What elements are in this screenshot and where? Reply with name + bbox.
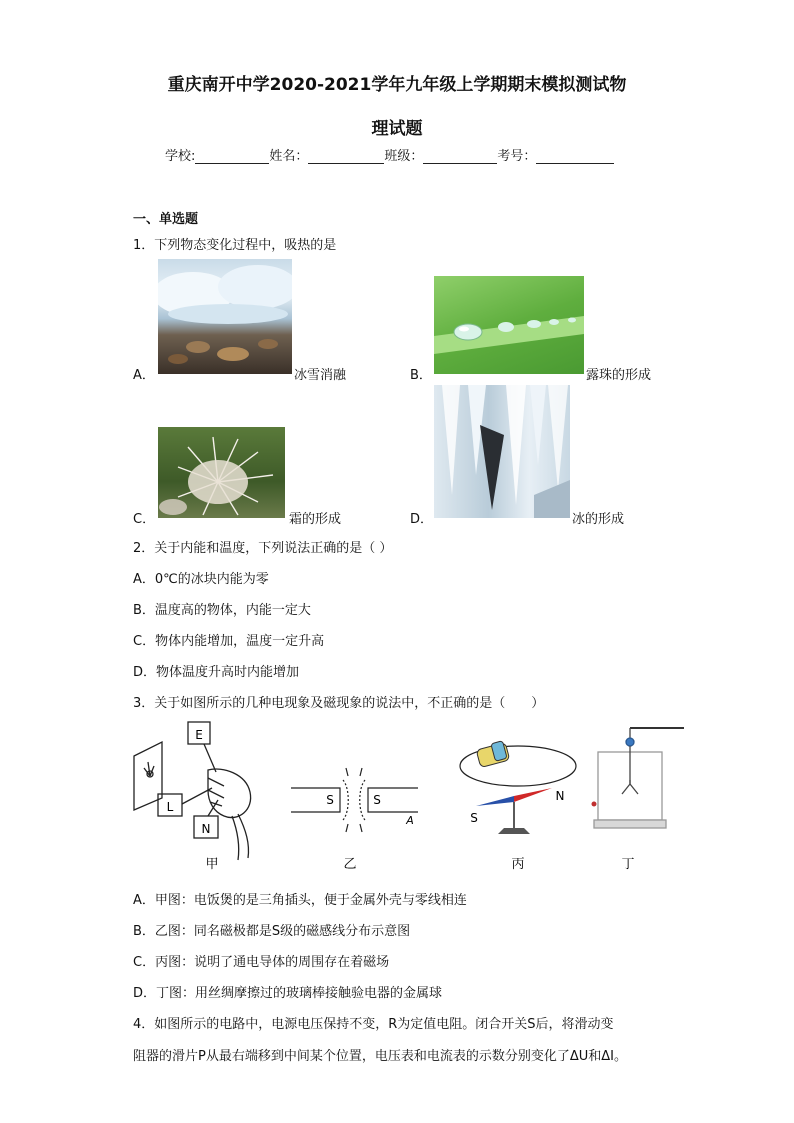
magnet-diagram: [291, 768, 418, 832]
magnet-label-a: A: [406, 814, 414, 827]
figure-caption-ding: 丁: [621, 857, 635, 872]
icicles-image: [434, 385, 570, 518]
q3-stem: 3．关于如图所示的几种电现象及磁现象的说法中，不正确的是（ ）: [133, 696, 545, 711]
magnet-label-left: S: [326, 793, 334, 807]
name-field[interactable]: [308, 149, 384, 164]
page-title-line2: 理试题: [371, 119, 423, 139]
q2-stem: 2．关于内能和温度，下列说法正确的是（ ）: [133, 541, 393, 556]
compass-label-s: S: [470, 811, 478, 825]
q3-option-c: C．丙图：说明了通电导体的周围存在着磁场: [133, 955, 390, 970]
compass-label-n: N: [555, 789, 565, 803]
section-heading: 一、单选题: [133, 212, 199, 227]
q1-option-a-letter: A．: [133, 368, 155, 383]
dew-image: [434, 276, 584, 374]
q1-option-d-caption: 冰的形成: [572, 512, 625, 527]
plug-label-n: N: [201, 822, 211, 836]
q4-stem-line2: 阻器的滑片P从最右端移到中间某个位置，电压表和电流表的示数分别变化了ΔU和ΔI。: [133, 1049, 627, 1064]
plug-label-e: E: [195, 728, 203, 742]
photo-melting-ice: [158, 259, 292, 374]
frost-image: [158, 427, 285, 518]
exam-number-field[interactable]: [536, 149, 614, 164]
photo-frost: [158, 427, 285, 518]
school-field[interactable]: [195, 149, 269, 164]
school-label: 学校:: [165, 149, 196, 164]
class-label: 班级：: [384, 149, 424, 164]
q1-option-c-letter: C．: [133, 512, 156, 527]
plug-diagram: [134, 722, 251, 860]
figure-caption-yi: 乙: [343, 857, 357, 872]
q1-option-b-letter: B．: [410, 368, 432, 383]
q1-option-a-caption: 冰雪消融: [294, 368, 347, 383]
q1-option-d-letter: D．: [410, 512, 434, 527]
q4-stem-line1: 4．如图所示的电路中，电源电压保持不变，R为定值电阻。闭合开关S后，将滑动变: [133, 1017, 614, 1032]
q2-option-b: B．温度高的物体，内能一定大: [133, 603, 311, 618]
plug-label-l: L: [166, 800, 174, 814]
q2-option-d: D．物体温度升高时内能增加: [133, 665, 300, 680]
figure-caption-bing: 丙: [511, 857, 525, 872]
melting-ice-image: [158, 259, 292, 374]
q3-option-d: D．丁图：用丝绸摩擦过的玻璃棒接触验电器的金属球: [133, 986, 443, 1001]
q1-option-b-caption: 露珠的形成: [586, 368, 652, 383]
photo-dew: [434, 276, 584, 374]
class-field[interactable]: [423, 149, 497, 164]
q1-stem: 1．下列物态变化过程中，吸热的是: [133, 238, 337, 253]
name-label: 姓名：: [269, 149, 309, 164]
magnet-label-right: S: [373, 793, 381, 807]
q3-option-a: A．甲图：电饭煲的是三角插头，便于金属外壳与零线相连: [133, 893, 467, 908]
q3-option-b: B．乙图：同名磁极都是S级的磁感线分布示意图: [133, 924, 411, 939]
info-fields: [165, 145, 614, 164]
q2-option-c: C．物体内能增加，温度一定升高: [133, 634, 325, 649]
exam-number-label: 考号：: [497, 149, 537, 164]
q1-option-c-caption: 霜的形成: [289, 512, 342, 527]
page-title: 重庆南开中学2020-2021学年九年级上学期期末模拟测试物: [167, 75, 627, 95]
q2-option-a: A．0℃的冰块内能为零: [133, 572, 269, 587]
electroscope-diagram: [592, 728, 685, 828]
photo-icicles: [434, 385, 570, 518]
q3-figure: [128, 718, 688, 878]
figure-caption-jia: 甲: [205, 857, 219, 872]
